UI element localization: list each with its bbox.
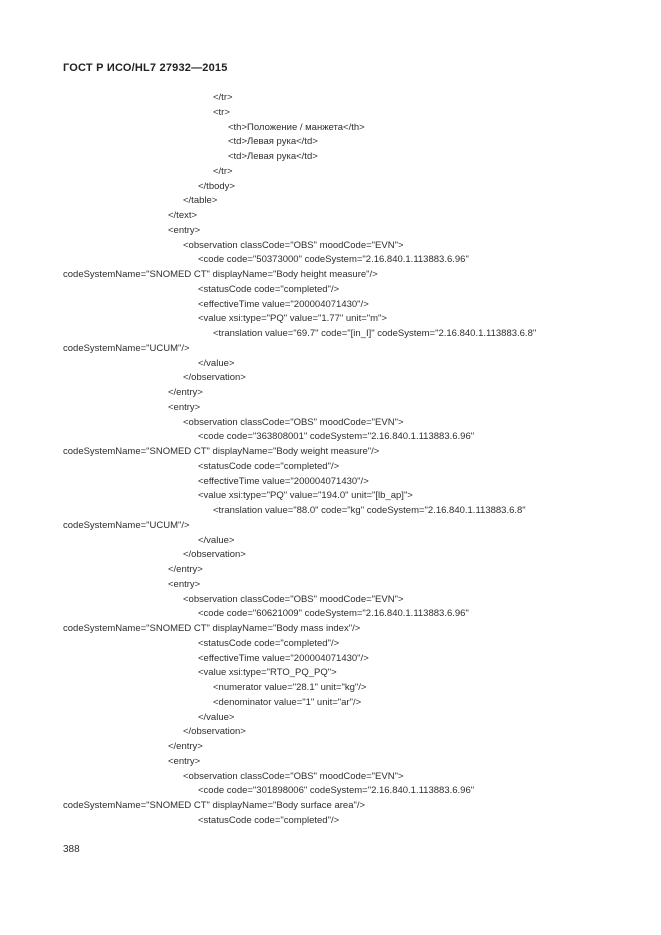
code-line: <effectiveTime value="200004071430"/> [198,652,369,664]
code-line: <observation classCode="OBS" moodCode="EVN"> [183,593,404,605]
code-line: codeSystemName="UCUM"/> [63,519,190,531]
code-line: <effectiveTime value="200004071430"/> [198,298,369,310]
code-line: <value xsi:type="PQ" value="1.77" unit="m"> [198,313,387,325]
code-line: <code code="301898006" codeSystem="2.16.840.1.113883.6.96" [198,785,475,797]
code-line: </value> [198,711,235,723]
code-line: <tr> [213,106,230,118]
code-line: <denominator value="1" unit="ar"/> [213,696,362,708]
code-line: </tr> [213,92,233,103]
code-line: <translation value="88.0" code="kg" codeSystem="2.16.840.1.113883.6.8" [213,505,526,516]
code-line: <observation classCode="OBS" moodCode="EVN"> [183,770,404,782]
code-line: codeSystemName="SNOMED CT" displayName="Body height measure"/> [63,269,378,280]
code-line: </observation> [183,726,246,738]
code-line: <td>Левая рука</td> [228,151,318,162]
code-line: </value> [198,534,235,546]
code-line: codeSystemName="UCUM"/> [63,342,190,354]
code-line: <entry> [168,755,201,767]
code-line: </table> [183,195,218,207]
code-line: <value xsi:type="PQ" value="194.0" unit="[lb_ap]"> [198,490,413,502]
code-line: <entry> [168,401,201,413]
document-header-title: ГОСТ Р ИСО/HL7 27932—2015 [63,62,228,74]
code-line: <code code="50373000" codeSystem="2.16.840.1.113883.6.96" [198,254,469,266]
code-line: codeSystemName="SNOMED CT" displayName="Body mass index"/> [63,623,361,634]
code-line: <code code="363808001" codeSystem="2.16.840.1.113883.6.96" [198,431,475,443]
code-line: </tbody> [198,180,235,192]
code-line: </text> [168,210,198,221]
code-line: <statusCode code="completed"/> [198,283,340,295]
code-line: </entry> [168,564,203,575]
code-line: </value> [198,357,235,369]
code-line: <observation classCode="OBS" moodCode="EVN"> [183,239,404,251]
code-line: </entry> [168,387,203,398]
code-line: <statusCode code="completed"/> [198,814,340,826]
code-line: <translation value="69.7" code="[in_I]" codeSystem="2.16.840.1.113883.6.8" [213,328,537,339]
code-line: <effectiveTime value="200004071430"/> [198,475,369,487]
code-line: <observation classCode="OBS" moodCode="EVN"> [183,416,404,428]
code-line: <code code="60621009" codeSystem="2.16.840.1.113883.6.96" [198,608,469,620]
code-line: </tr> [213,165,233,177]
code-line: <statusCode code="completed"/> [198,460,340,472]
code-line: <th>Положение / манжета</th> [228,121,365,133]
code-line: <entry> [168,224,201,236]
code-line: </observation> [183,372,246,384]
code-line: <entry> [168,578,201,590]
code-line: </entry> [168,741,203,752]
code-listing [0,91,661,829]
code-line: <value xsi:type="RTO_PQ_PQ"> [198,667,337,679]
code-line: <numerator value="28.1" unit="kg"/> [213,682,367,693]
code-line: <statusCode code="completed"/> [198,637,340,649]
code-line: codeSystemName="SNOMED CT" displayName="Body surface area"/> [63,800,366,811]
code-line: </observation> [183,549,246,561]
code-line: codeSystemName="SNOMED CT" displayName="Body weight measure"/> [63,446,380,457]
page-number: 388 [63,844,80,855]
code-line: <td>Левая рука</td> [228,136,318,148]
